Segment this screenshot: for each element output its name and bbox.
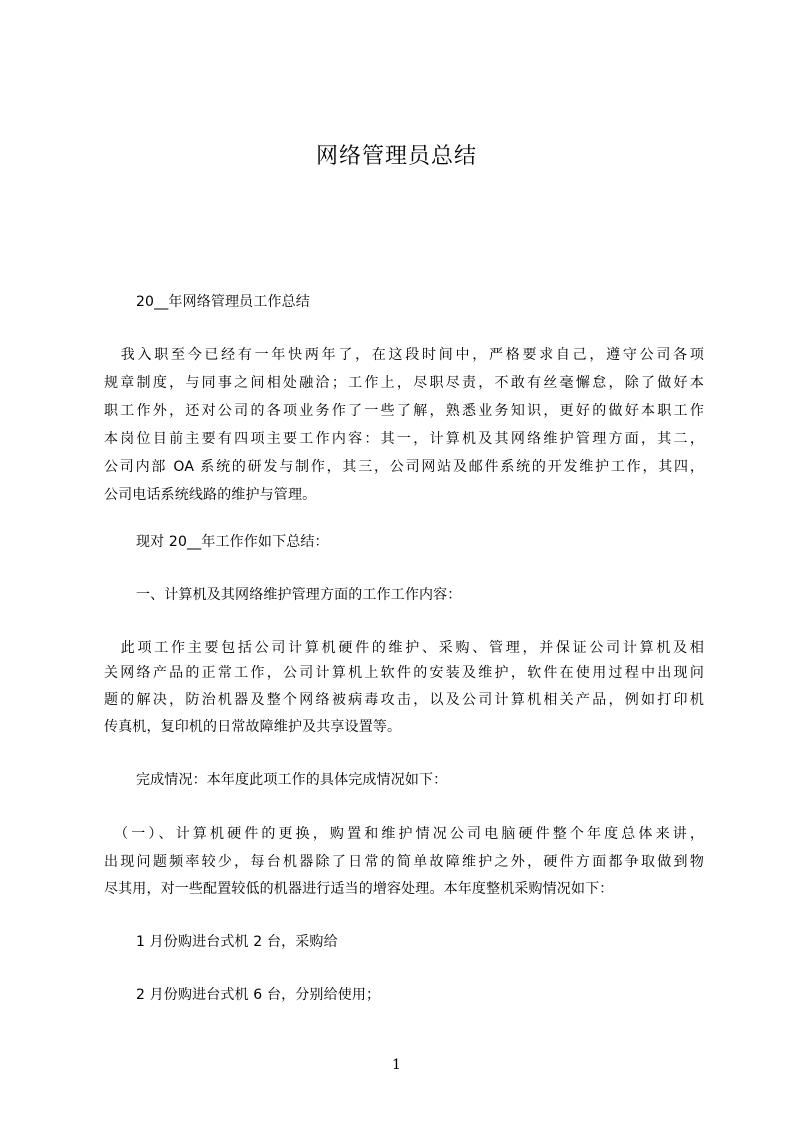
purchase-item-1: 1 月份购进台式机 2 台，采购给 (136, 934, 338, 950)
intro-line-5: 公司内部 OA 系统的研发与制作，其三，公司网站及邮件系统的开发维护工作，其四， (104, 459, 704, 475)
intro-line-6: 公司电话系统线路的维护与管理。 (104, 487, 317, 503)
intro-line-3: 职工作外，还对公司的各项业务作了一些了解，熟悉业务知识，更好的做好本职工作 (104, 403, 704, 419)
section-line-1: 此项工作主要包括公司计算机硬件的维护、采购、管理，并保证公司计算机及相 (104, 640, 704, 656)
document-title: 网络管理员总结 (315, 144, 477, 169)
subsection-line-2: 出现问题频率较少，每台机器除了日常的简单故障维护之外，硬件方面都争取做到物 (104, 854, 704, 870)
intro-line-1: 我入职至今已经有一年快两年了，在这段时间中，严格要求自己，遵守公司各项 (104, 347, 704, 363)
intro-line-2: 规章制度，与同事之间相处融洽；工作上，尽职尽责，不敢有丝毫懈怠，除了做好本 (104, 375, 704, 391)
section-line-2: 关网络产品的正常工作，公司计算机上软件的安装及维护，软件在使用过程中出现问 (104, 665, 704, 681)
purchase-item-2: 2 月份购进台式机 6 台，分别给使用； (136, 987, 381, 1003)
section-heading: 一、计算机及其网络维护管理方面的工作工作内容： (136, 587, 462, 603)
subtitle: 20__年网络管理员工作总结 (136, 294, 310, 310)
section-line-3: 题的解决，防治机器及整个网络被病毒攻击，以及公司计算机相关产品，例如打印机 (104, 692, 704, 708)
completion-status: 完成情况：本年度此项工作的具体完成情况如下： (136, 772, 448, 788)
page-number: 1 (392, 1057, 401, 1073)
subsection-line-1: （一）、计算机硬件的更换，购置和维护情况公司电脑硬件整个年度总体来讲， (104, 826, 704, 842)
intro-line-4: 本岗位目前主要有四项主要工作内容：其一，计算机及其网络维护管理方面，其二， (104, 431, 704, 447)
section-line-4: 传真机，复印机的日常故障维护及共享设置等。 (104, 719, 402, 735)
summary-intro: 现对 20__年工作作如下总结： (136, 534, 329, 550)
subsection-line-3: 尽其用，对一些配置较低的机器进行适当的增容处理。本年度整机采购情况如下： (104, 881, 614, 897)
